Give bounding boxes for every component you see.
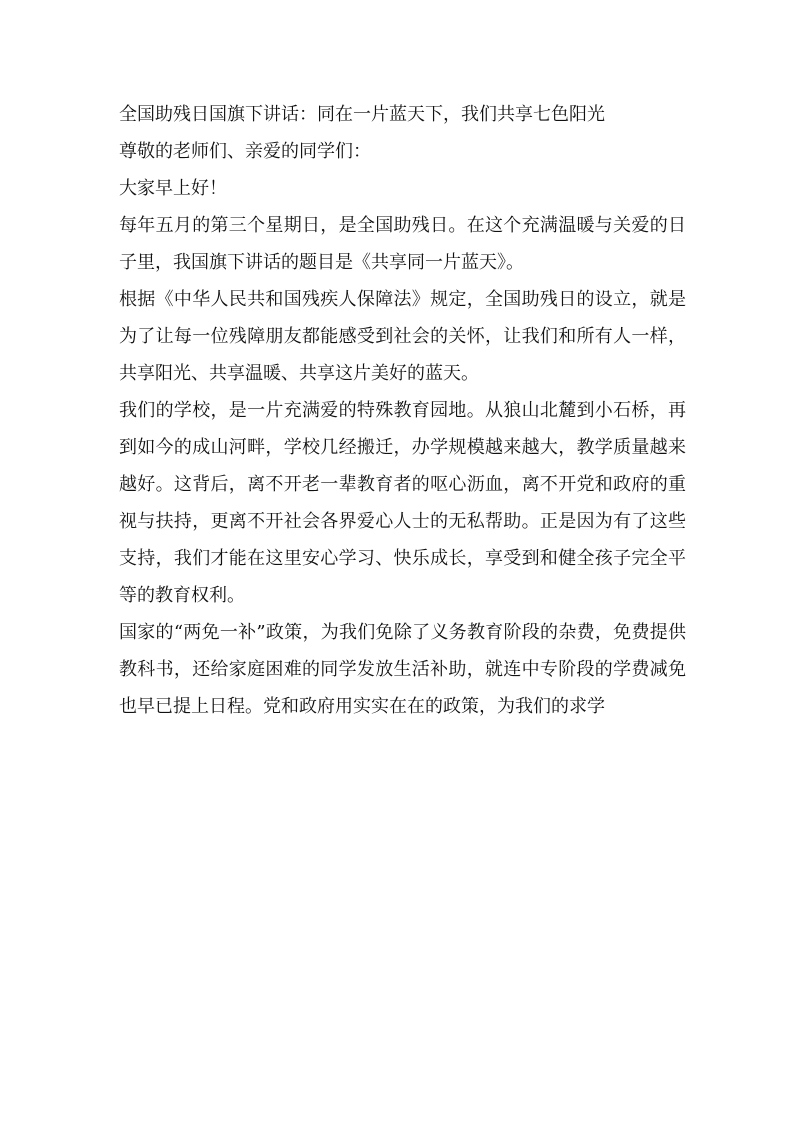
paragraph-1: 每年五月的第三个星期日，是全国助残日。在这个充满温暖与关爱的日子里，我国旗下讲话的题目是《共享同一片蓝天》。: [119, 215, 686, 273]
paragraph-2: 根据《中华人民共和国残疾人保障法》规定，全国助残日的设立，就是为了让每一位残障朋友都能感受到社会的关怀，让我们和所有人一样，共享阳光、共享温暖、共享这片美好的蓝天。: [119, 289, 686, 384]
paragraph-3: 我们的学校，是一片充满爱的特殊教育园地。从狼山北麓到小石桥，再到如今的成山河畔，学校几经搬迁，办学规模越来越大，教学质量越来越好。这背后，离不开老一辈教育者的呕心沥血，离不开党和政府的重视与扶持，更离不开社会各界爱心人士的无私帮助。正是因为有了这些支持，我们才能在这里安心学习、快乐成长，享受到和健全孩子完全平等的教育权利。: [119, 400, 686, 606]
document-title: 全国助残日国旗下讲话：同在一片蓝天下，我们共享七色阳光: [119, 104, 605, 125]
greeting: 大家早上好！: [119, 178, 227, 199]
document-body: [119, 96, 686, 725]
salutation: 尊敬的老师们、亲爱的同学们：: [119, 141, 371, 162]
paragraph-4: 国家的“两免一补”政策，为我们免除了义务教育阶段的杂费，免费提供教科书，还给家庭困难的同学发放生活补助，就连中专阶段的学费减免也早已提上日程。党和政府用实实在在的政策，为我们的求学: [119, 622, 686, 717]
